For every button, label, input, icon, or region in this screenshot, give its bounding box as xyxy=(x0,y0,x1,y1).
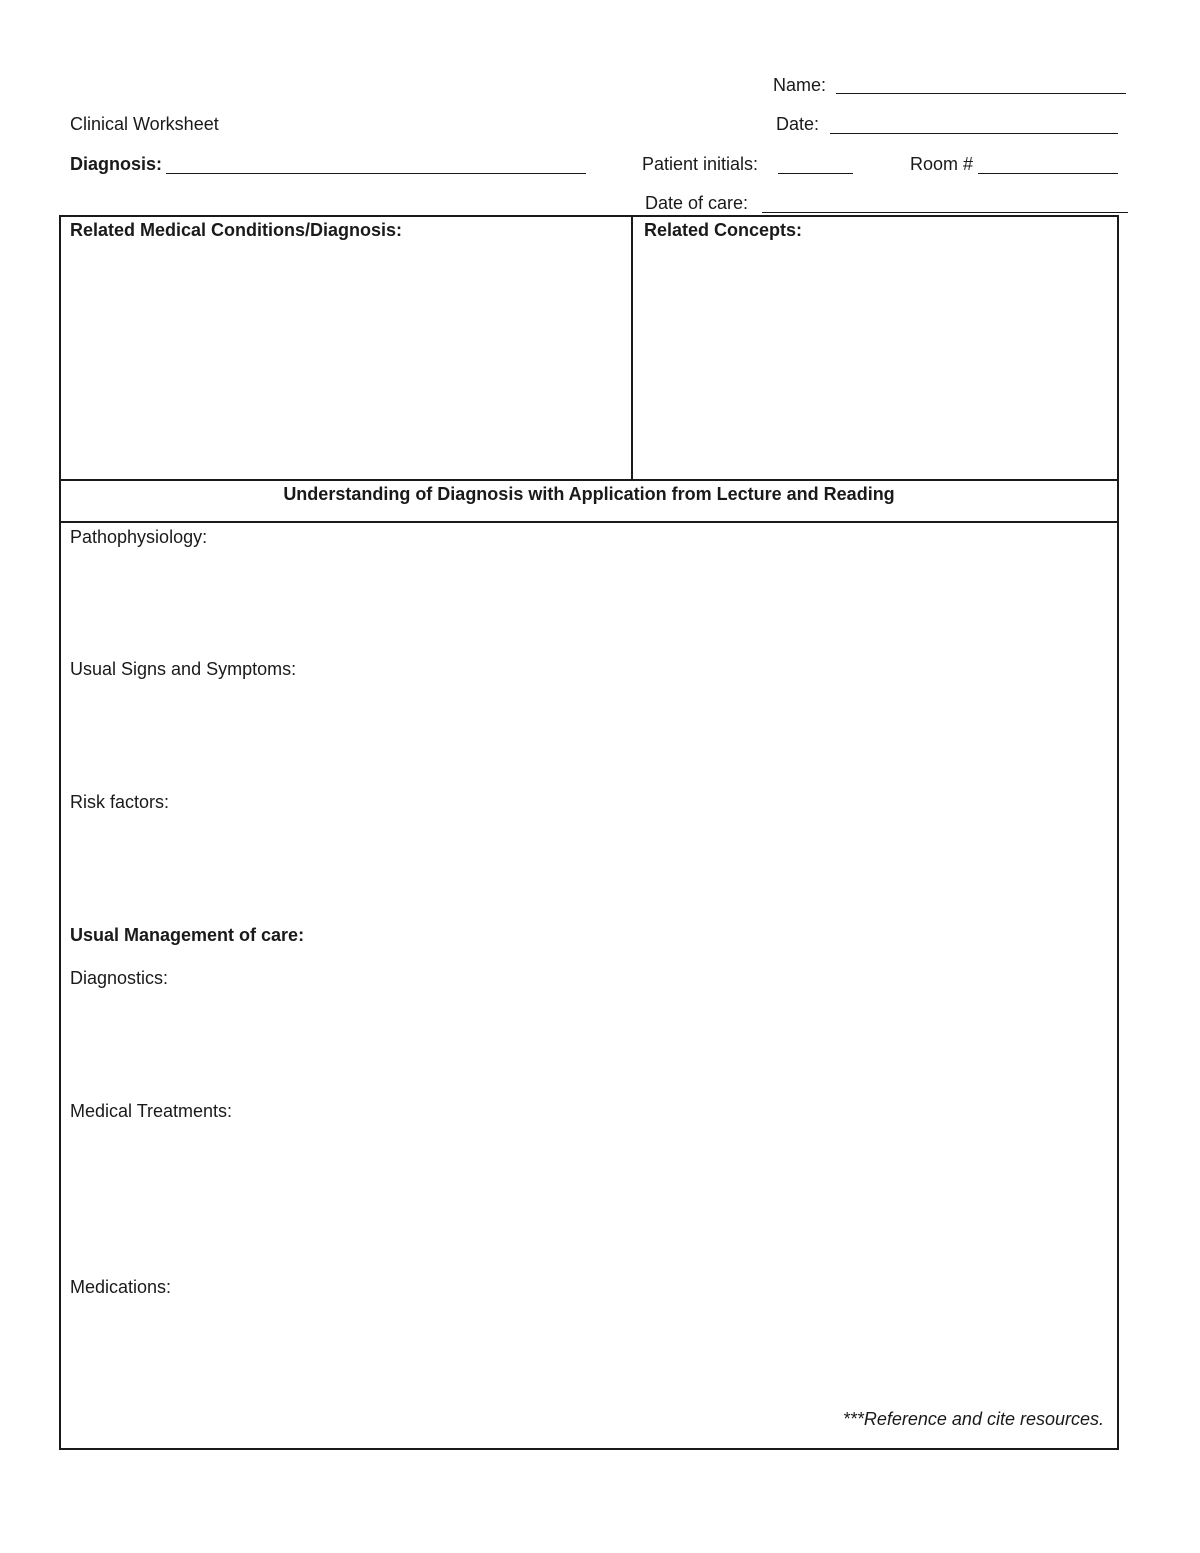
diagnosis-label: Diagnosis: xyxy=(70,154,163,174)
pathophysiology-label: Pathophysiology: xyxy=(70,527,208,547)
related-concepts-label: Related Concepts: xyxy=(644,220,803,240)
related-boxes-frame xyxy=(59,215,1119,481)
medical-treatments-label: Medical Treatments: xyxy=(70,1101,233,1121)
reference-note: ***Reference and cite resources. xyxy=(842,1409,1104,1429)
date-field[interactable] xyxy=(830,133,1118,134)
date-of-care-field[interactable] xyxy=(762,212,1128,213)
medications-label: Medications: xyxy=(70,1277,172,1297)
patient-initials-field[interactable] xyxy=(778,173,853,174)
date-label: Date: xyxy=(776,114,820,134)
risk-factors-label: Risk factors: xyxy=(70,792,170,812)
diagnosis-field[interactable] xyxy=(166,173,586,174)
understanding-frame xyxy=(59,479,1119,1450)
room-label: Room # xyxy=(910,154,974,174)
name-label: Name: xyxy=(773,75,827,95)
related-divider xyxy=(631,215,633,481)
understanding-heading-divider xyxy=(59,521,1119,523)
patient-initials-label: Patient initials: xyxy=(642,154,759,174)
worksheet-title: Clinical Worksheet xyxy=(70,114,219,134)
room-field[interactable] xyxy=(978,173,1118,174)
name-field[interactable] xyxy=(836,93,1126,94)
signs-symptoms-label: Usual Signs and Symptoms: xyxy=(70,659,297,679)
understanding-heading: Understanding of Diagnosis with Application from Lecture and Reading xyxy=(283,484,895,504)
management-label: Usual Management of care: xyxy=(70,925,305,945)
diagnostics-label: Diagnostics: xyxy=(70,968,169,988)
date-of-care-label: Date of care: xyxy=(645,193,749,213)
related-conditions-label: Related Medical Conditions/Diagnosis: xyxy=(70,220,403,240)
